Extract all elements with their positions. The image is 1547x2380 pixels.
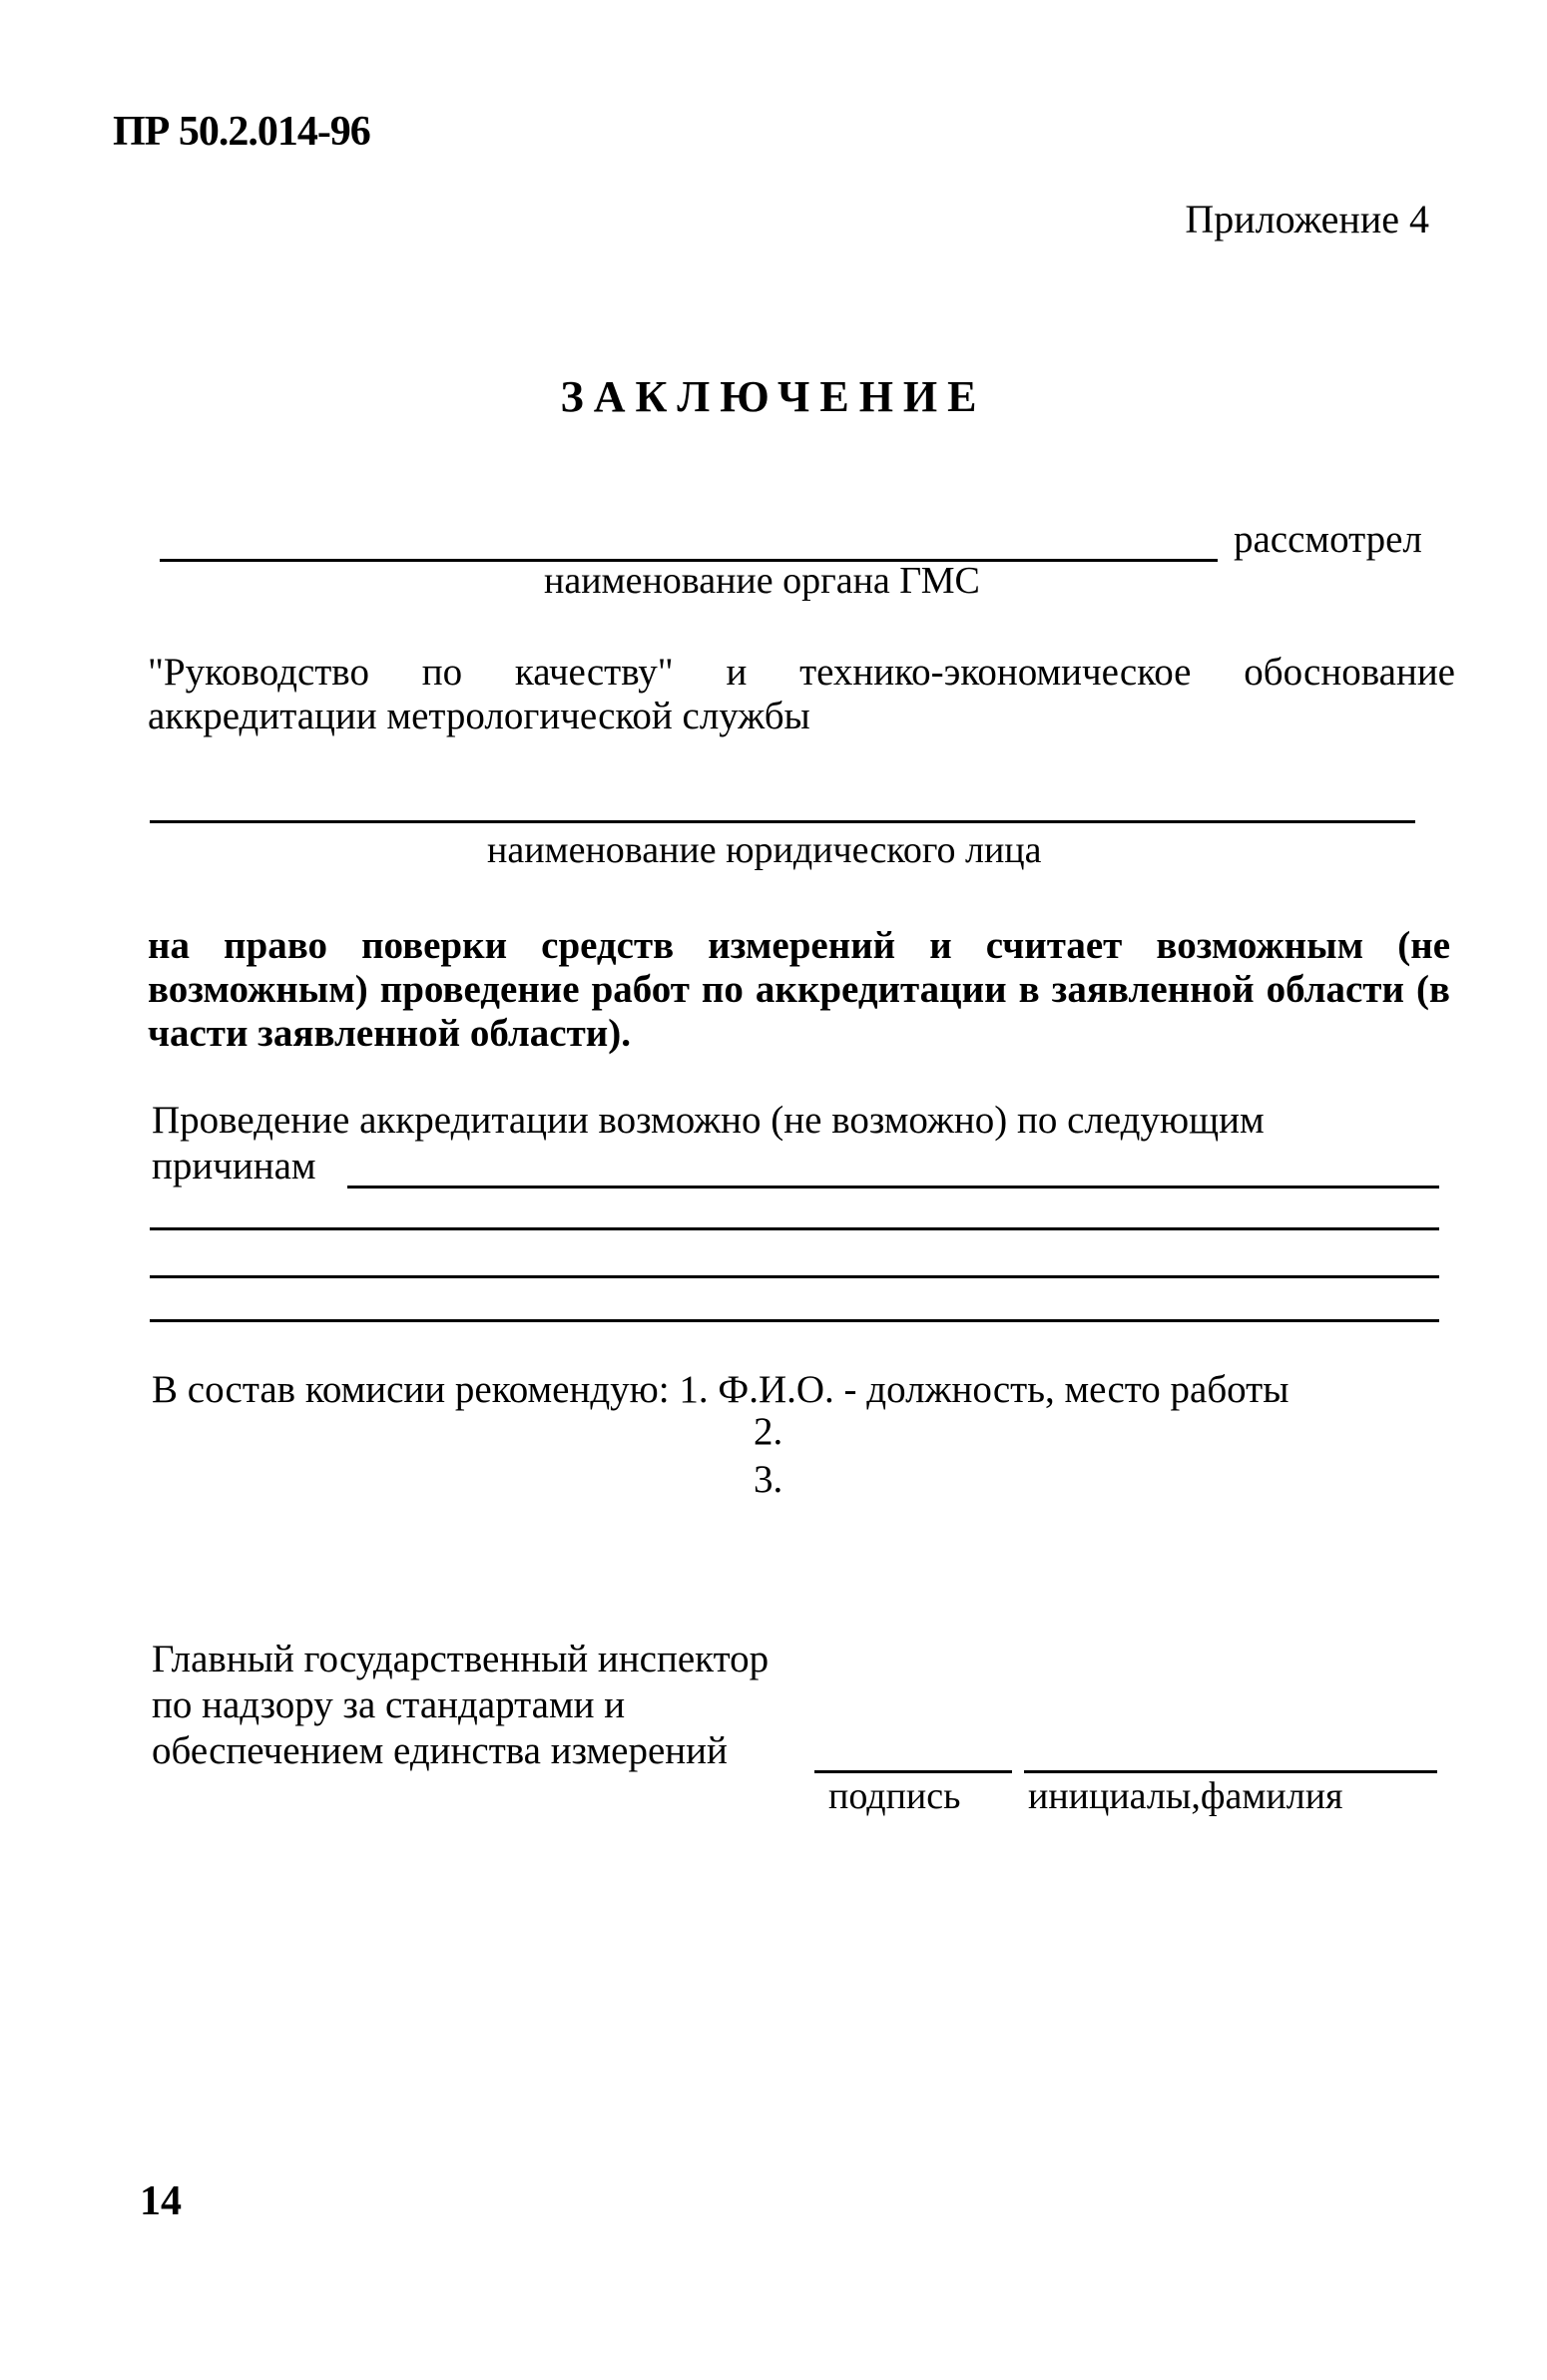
legal-entity-caption: наименование юридического лица <box>487 829 1042 871</box>
reasons-blank-line-4[interactable] <box>150 1319 1439 1322</box>
commission-item-2: 2. <box>754 1410 783 1453</box>
gms-body-caption: наименование органа ГМС <box>544 560 980 602</box>
appendix-label: Приложение 4 <box>1185 197 1429 241</box>
subject-paragraph: "Руководство по качеству" и технико-экономическое обоснование аккредитации метрологической службы <box>148 651 1455 737</box>
inspector-title-line-1: Главный государственный инспектор <box>152 1638 770 1680</box>
reasons-intro: Проведение аккредитации возможно (не возможно) по следующим <box>152 1099 1265 1142</box>
reasons-blank-line-1[interactable] <box>347 1186 1439 1189</box>
inspector-title-line-2: по надзору за стандартами и <box>152 1683 626 1726</box>
reviewed-verb: рассмотрел <box>1234 518 1422 561</box>
commission-item-3: 3. <box>754 1458 783 1501</box>
signature-blank-line[interactable] <box>814 1770 1012 1773</box>
reasons-blank-line-2[interactable] <box>150 1227 1439 1230</box>
reasons-blank-line-3[interactable] <box>150 1275 1439 1278</box>
document-code: ПР 50.2.014-96 <box>113 109 370 155</box>
conclusion-paragraph: на право поверки средств измерений и считает возможным (не возможным) проведение работ по аккредитации в заявленной области (в части заявленной области). <box>148 924 1450 1055</box>
name-caption: инициалы,фамилия <box>1028 1775 1343 1817</box>
signature-caption: подпись <box>828 1775 961 1817</box>
legal-entity-blank-line[interactable] <box>150 820 1415 823</box>
reasons-label: причинам <box>152 1145 316 1188</box>
inspector-title-line-3: обеспечением единства измерений <box>152 1729 728 1772</box>
page-number: 14 <box>140 2178 182 2224</box>
name-blank-line[interactable] <box>1024 1770 1437 1773</box>
document-title: ЗАКЛЮЧЕНИЕ <box>560 372 987 421</box>
commission-intro: В состав комисии рекомендую: 1. Ф.И.О. - должность, место работы <box>152 1368 1289 1411</box>
